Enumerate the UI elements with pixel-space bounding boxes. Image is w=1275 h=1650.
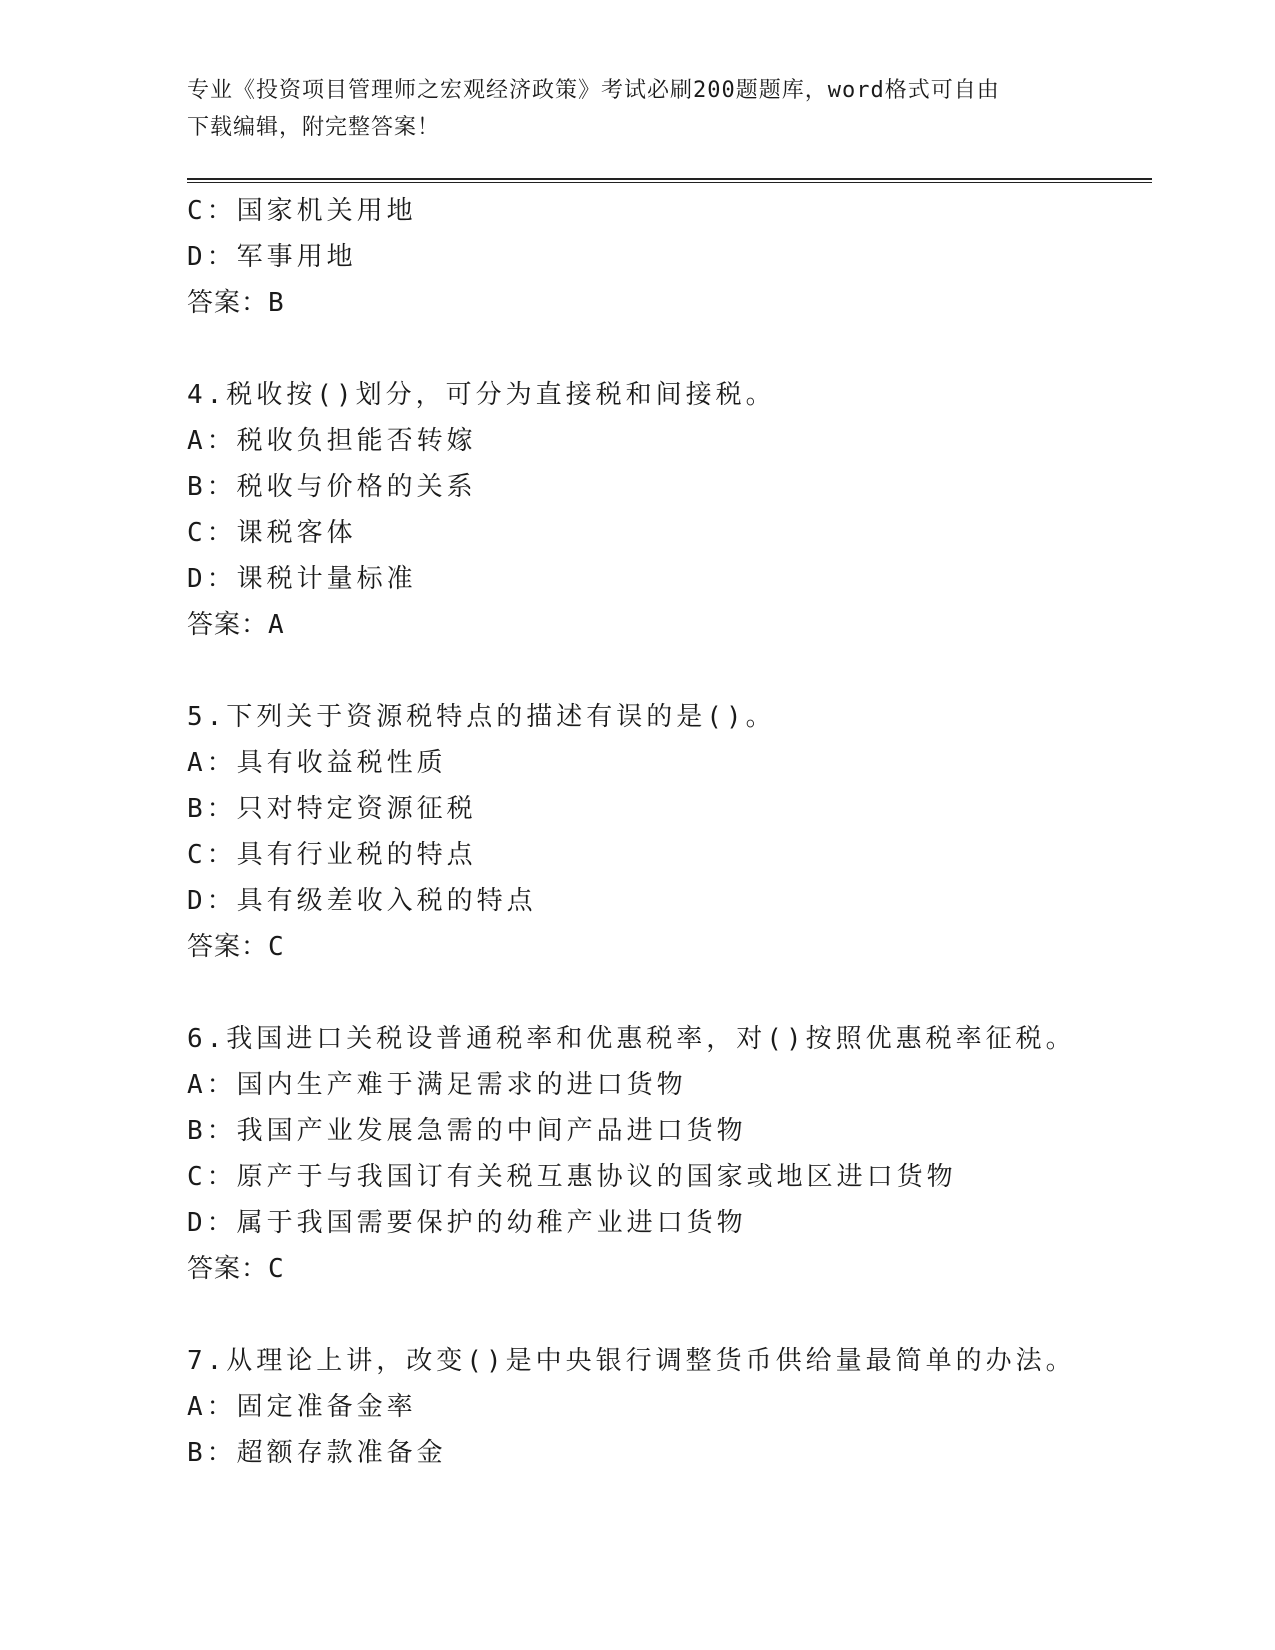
- question-stem: 7.从理论上讲，改变()是中央银行调整货币供给量最简单的办法。: [187, 1346, 1076, 1376]
- spacer: [187, 648, 1147, 694]
- option-d: D：课税计量标准: [187, 564, 417, 594]
- question-5: [187, 694, 1147, 970]
- question-3-continuation: [187, 188, 1147, 326]
- spacer: [187, 326, 1147, 372]
- option-a: A：固定准备金率: [187, 1392, 417, 1422]
- option-d: D：属于我国需要保护的幼稚产业进口货物: [187, 1208, 747, 1238]
- question-stem: 5.下列关于资源税特点的描述有误的是()。: [187, 702, 776, 732]
- header-line-2: 下载编辑，附完整答案！: [187, 115, 441, 140]
- question-6: [187, 1016, 1147, 1292]
- question-7: [187, 1338, 1147, 1476]
- option-c: C：原产于与我国订有关税互惠协议的国家或地区进口货物: [187, 1162, 957, 1192]
- question-stem: 4.税收按()划分，可分为直接税和间接税。: [187, 380, 776, 410]
- option-b: B：税收与价格的关系: [187, 472, 477, 502]
- option-b: B：只对特定资源征税: [187, 794, 477, 824]
- document-header: [187, 72, 1067, 146]
- header-line-1: 专业《投资项目管理师之宏观经济政策》考试必刷200题题库，word格式可自由: [187, 78, 1000, 103]
- answer-line: 答案：B: [187, 288, 285, 318]
- question-4: [187, 372, 1147, 648]
- question-stem: 6.我国进口关税设普通税率和优惠税率，对()按照优惠税率征税。: [187, 1024, 1076, 1054]
- answer-line: 答案：C: [187, 932, 285, 962]
- option-d: D：具有级差收入税的特点: [187, 886, 537, 916]
- option-a: A：国内生产难于满足需求的进口货物: [187, 1070, 687, 1100]
- header-divider: [187, 178, 1152, 183]
- option-b: B：超额存款准备金: [187, 1438, 447, 1468]
- answer-line: 答案：A: [187, 610, 285, 640]
- option-c: C：课税客体: [187, 518, 357, 548]
- answer-line: 答案：C: [187, 1254, 285, 1284]
- spacer: [187, 1292, 1147, 1338]
- option-b: B：我国产业发展急需的中间产品进口货物: [187, 1116, 747, 1146]
- question-list: [187, 188, 1147, 1476]
- option-c: C：具有行业税的特点: [187, 840, 477, 870]
- option-a: A：税收负担能否转嫁: [187, 426, 477, 456]
- option-a: A：具有收益税性质: [187, 748, 447, 778]
- option-c: C：国家机关用地: [187, 196, 417, 226]
- spacer: [187, 970, 1147, 1016]
- option-d: D：军事用地: [187, 242, 357, 272]
